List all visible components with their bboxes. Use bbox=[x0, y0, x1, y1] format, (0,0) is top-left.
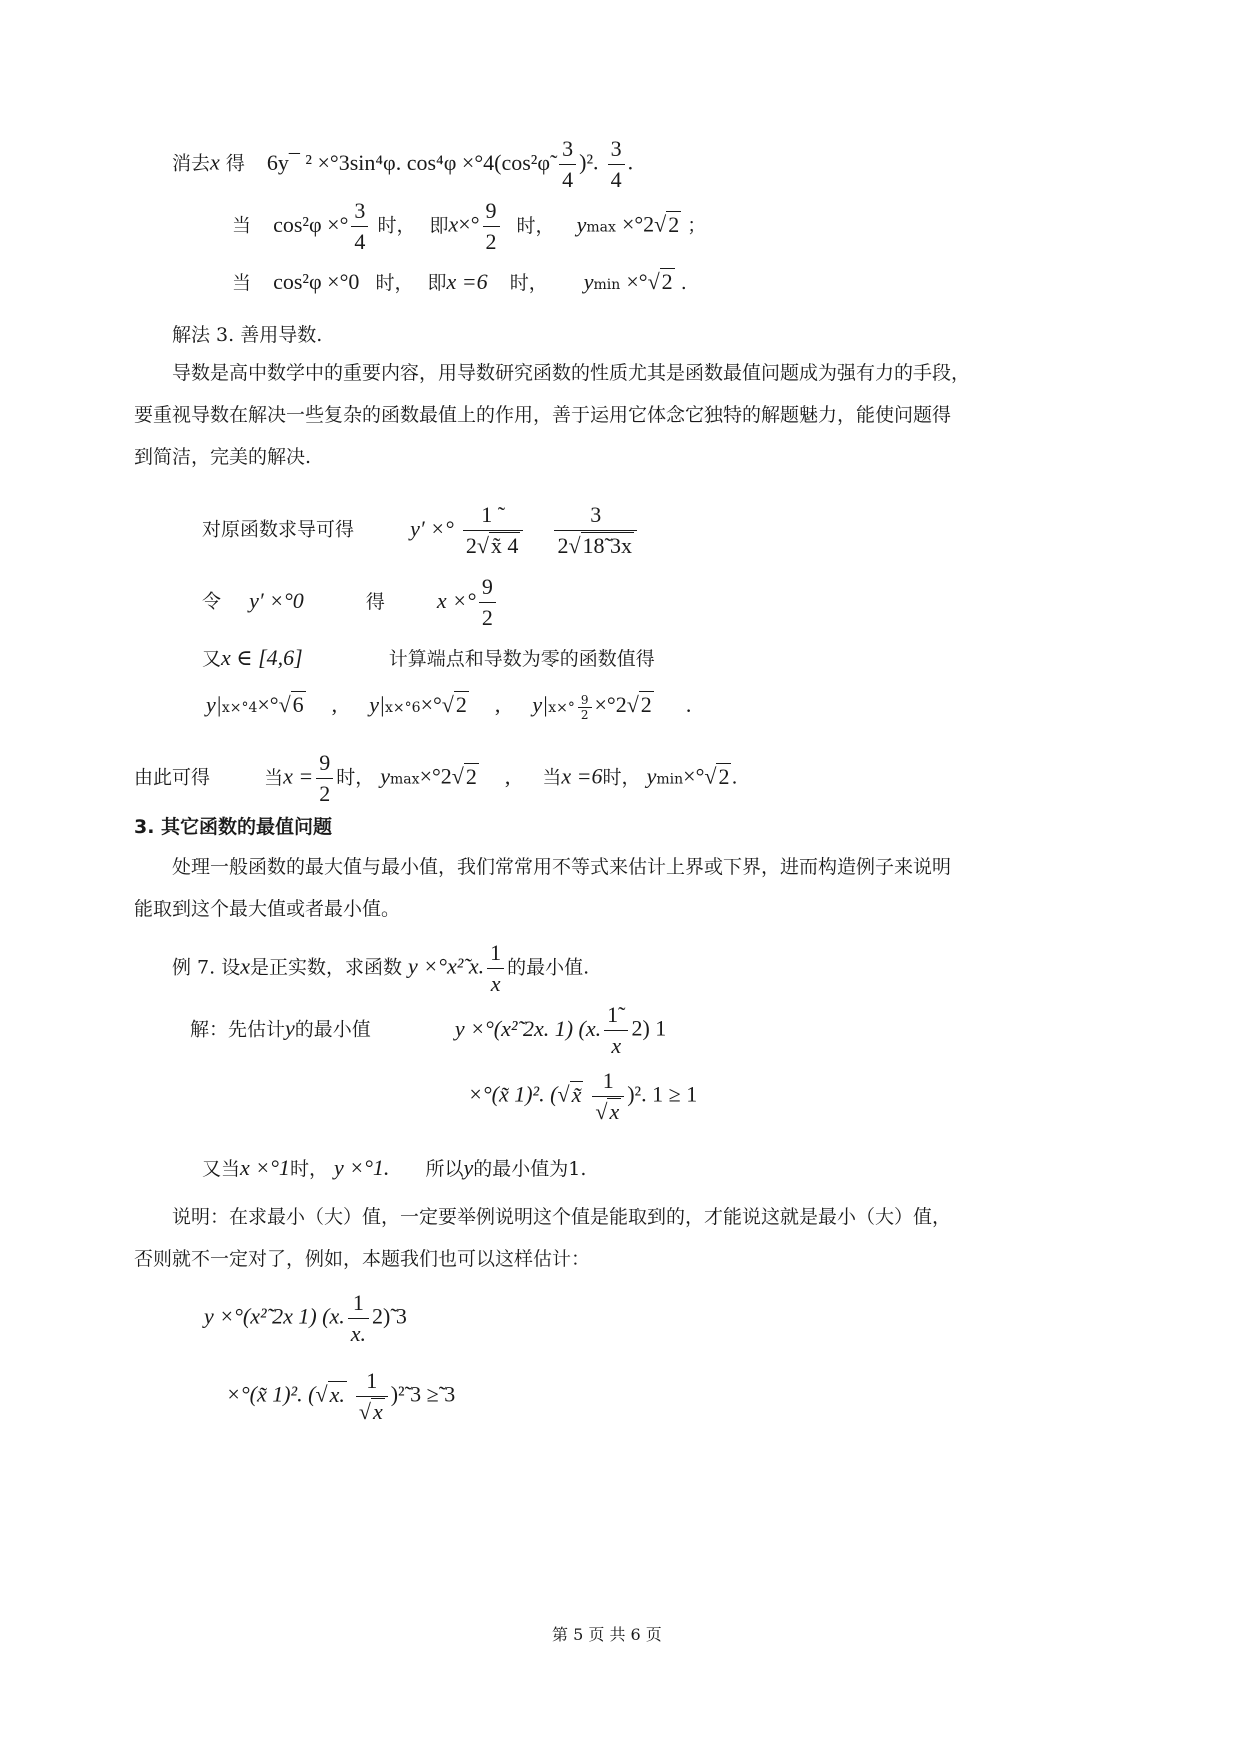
fraction: $\frac{1}{x}$ bbox=[487, 938, 504, 999]
eq-line-case-min: 当 cos²φ ×°0 时， 即x =6 时， ymin ×°√2 . bbox=[232, 269, 687, 294]
fraction: $\frac{9}{2}$ bbox=[578, 693, 592, 722]
eq-line-set-zero: 令 y′ ×°0 得 x ×° $\frac{9}{2}$ bbox=[202, 572, 499, 633]
fraction: $\frac{3}{4}$ bbox=[559, 134, 576, 195]
fraction: $\frac{3}{2√18̃ 3x}$ bbox=[554, 500, 637, 561]
fraction: $\frac{1˜}{x}$ bbox=[604, 1000, 628, 1061]
paragraph-note: 说明：在求最小（大）值，一定要举例说明这个值是能取到的，才能说这就是最小（大）值， 否则就不一定对了，例如，本题我们也可以这样估计： bbox=[134, 1206, 952, 1270]
page-footer: 第 5 页 共 6 页 bbox=[552, 1625, 662, 1644]
estimate-line-2: ×°(x̃ 1)². (√x. $\frac{1}{√x}$ )²̃ 3 ≥̃ 3 bbox=[226, 1366, 455, 1427]
method-3-heading: 解法 3. 善用导数. bbox=[172, 324, 323, 346]
eq-line-eliminate-x: 消去x 得 6y¯ ² ×°3sin⁴φ. cos⁴φ ×°4(cos²φ̃ $\frac{3}{4}$ )². $\frac{3}{4}$ . bbox=[172, 134, 633, 195]
solution-line-1: 解：先估计y的最小值 y ×°(x²̃ 2x. 1) (x. $\frac{1˜}{x}$ 2) 1 bbox=[190, 1000, 666, 1061]
eq-line-values: y|x×°4×°√6 , y|x×°6×°√2 , y|x×° $\frac{9}{2}$ ×°2√2 . bbox=[206, 692, 692, 722]
solution-line-2: ×°(x̃ 1)². (√x̃ $\frac{1}{√x}$ )². 1 ≥ 1 bbox=[468, 1066, 697, 1127]
fraction: $\frac{1}{√x}$ bbox=[592, 1066, 624, 1127]
fraction: $\frac{1}{√x}$ bbox=[356, 1366, 388, 1427]
fraction: $\frac{3}{4}$ bbox=[608, 134, 625, 195]
section-3-heading: 3. 其它函数的最值问题 bbox=[134, 816, 333, 838]
fraction: $\frac{1}{x.}$ bbox=[348, 1288, 369, 1349]
estimate-line-1: y ×°(x²̃ 2x 1) (x. $\frac{1}{x.}$ 2)̃ 3 bbox=[204, 1288, 407, 1349]
fraction: $\frac{1 ˜}{2√x̃ 4}$ bbox=[463, 500, 524, 561]
eq-line-case-max: 当 cos²φ ×° $\frac{3}{4}$ 时， 即x×° $\frac{9}{2}$ 时， ymax ×°2√2 ； bbox=[232, 196, 706, 257]
fraction: $\frac{9}{2}$ bbox=[483, 196, 500, 257]
eq-line-derivative: 对原函数求导可得 y′ ×° $\frac{1 ˜}{2√x̃ 4}$ $\frac{3}{2√18̃ 3x}$ bbox=[202, 500, 640, 561]
paragraph-derivative-intro: 导数是高中数学中的重要内容，用导数研究函数的性质尤其是函数最值问题成为强有力的手段， 要重视导数在解决一些复杂的函数最值上的作用，善于运用它体念它独特的解题魅力，能使问题得 到简洁，完美的解决. bbox=[134, 362, 971, 468]
fraction: $\frac{9}{2}$ bbox=[479, 572, 496, 633]
fraction: $\frac{9}{2}$ bbox=[316, 748, 333, 809]
solution-line-3: 又当x ×°1时， y ×°1. 所以y的最小值为1. bbox=[202, 1155, 587, 1180]
example-7: 例 7. 设x是正实数，求函数 y ×°x²̃ x. $\frac{1}{x}$ 的最小值. bbox=[172, 938, 589, 999]
eq-line-conclusion: 由此可得 当x = $\frac{9}{2}$ 时， ymax×°2√2 , 当x =6时， ymin×°√2 . bbox=[134, 748, 738, 809]
paragraph-general-functions: 处理一般函数的最大值与最小值，我们常常用不等式来估计上界或下界，进而构造例子来说明 能取到这个最大值或者最小值。 bbox=[134, 856, 952, 920]
eq-line-domain: 又x ∈ [4,6] 计算端点和导数为零的函数值得 bbox=[202, 645, 655, 670]
fraction: $\frac{3}{4}$ bbox=[351, 196, 368, 257]
